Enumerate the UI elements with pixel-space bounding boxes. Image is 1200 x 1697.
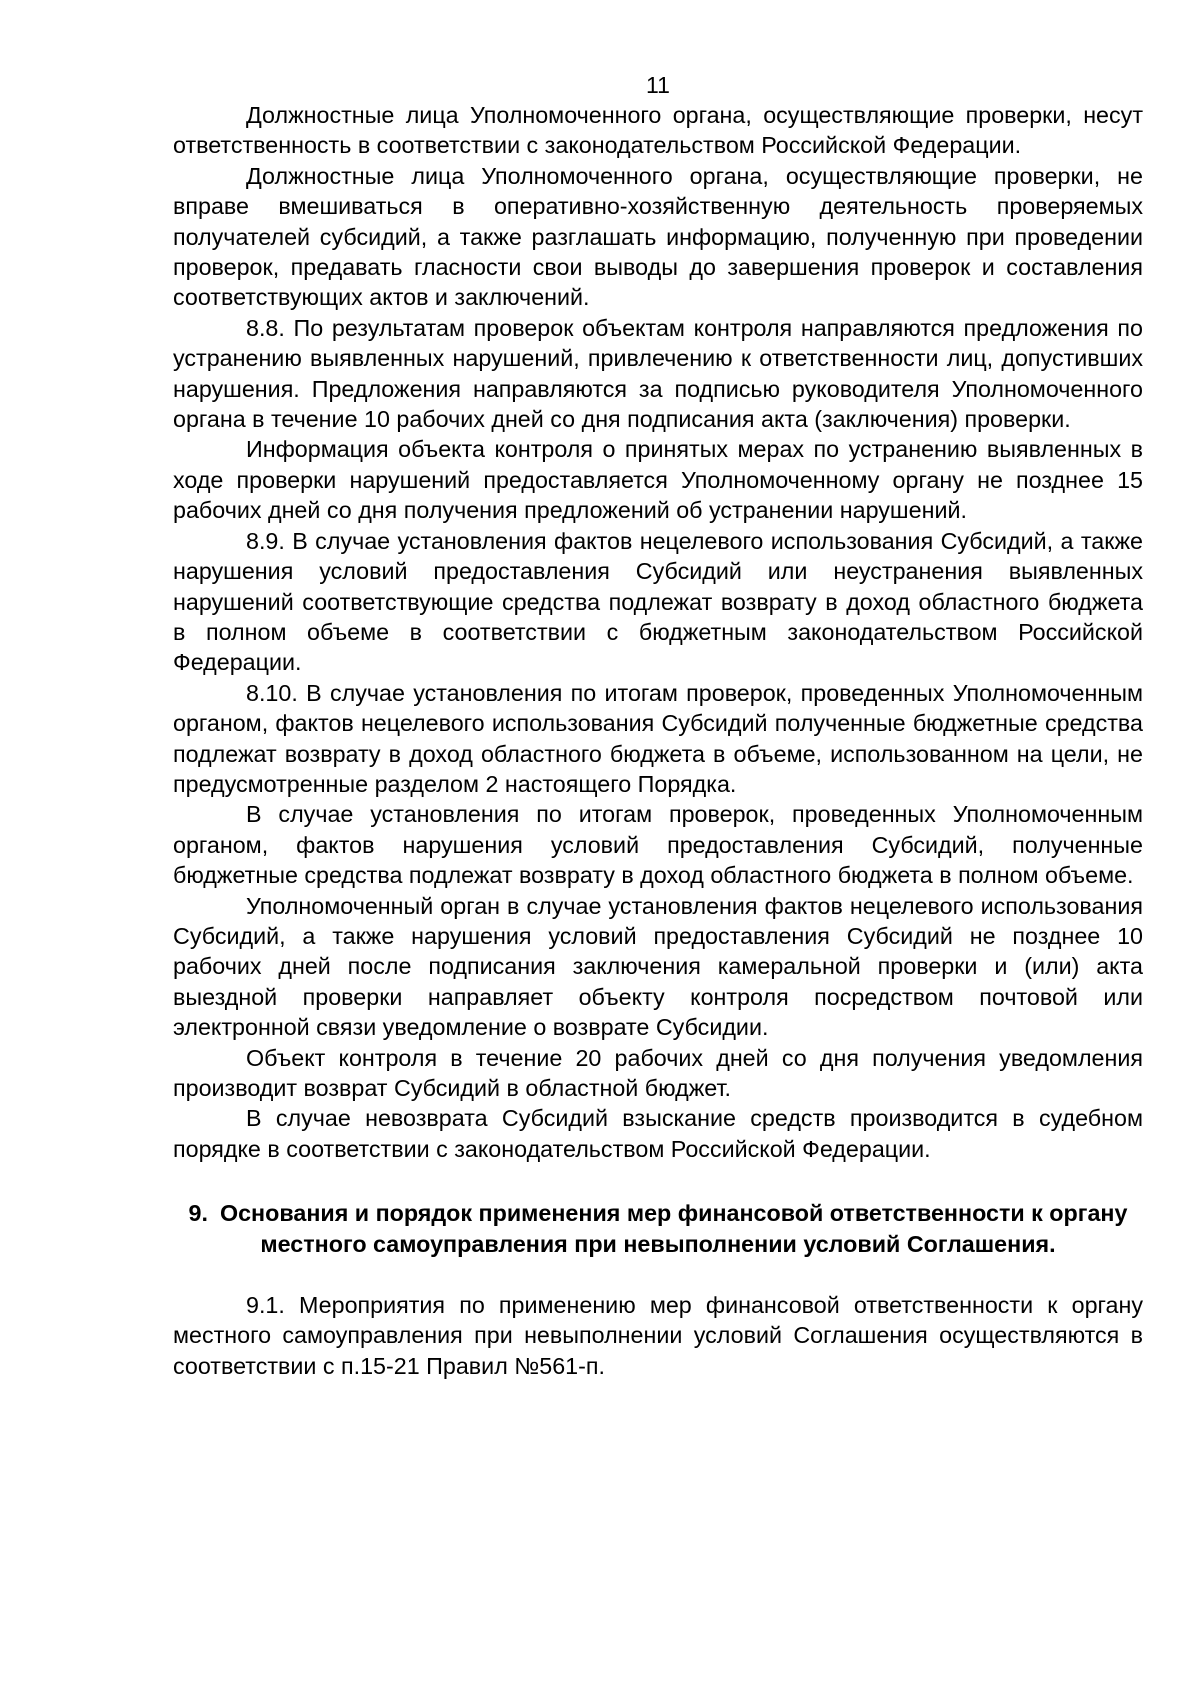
paragraph-8-8: 8.8. По результатам проверок объектам контроля направляются предложения по устранению выявленных нарушений, привлечению к ответственности лиц, допустивших нарушения. Предложения направляются за подписью руководителя Уполномоченного органа в течение 10 рабочих дней со дня подписания акта (заключения) проверки. xyxy=(173,314,1143,433)
paragraph-9-1: 9.1. Мероприятия по применению мер финансовой ответственности к органу местного самоуправления при невыполнении условий Соглашения осуществляются в соответствии с п.15-21 Правил №561-п. xyxy=(173,1292,1143,1379)
paragraph-officials-responsibility: Должностные лица Уполномоченного органа, осуществляющие проверки, несут ответственность в соответствии с законодательством Российской Федерации. xyxy=(173,102,1143,159)
section-spacer xyxy=(173,1259,1143,1290)
section-9-number: 9. xyxy=(188,1200,208,1227)
section-9-heading xyxy=(173,1164,1143,1259)
paragraph-court-recovery: В случае невозврата Субсидий взыскание средств производится в судебном порядке в соответствии с законодательством Российской Федерации. xyxy=(173,1105,1143,1162)
section-9-title: Основания и порядок применения мер финансовой ответственности к органу местного самоуправления при невыполнении условий Соглашения. xyxy=(219,1200,1128,1257)
paragraph-authority-notification: Уполномоченный орган в случае установления фактов нецелевого использования Субсидий, а также нарушения условий предоставления Субсидий не позднее 10 рабочих дней после подписания заключения камеральной проверки и (или) акта выездной проверки направляет объекту контроля посредством почтовой или электронной связи уведомление о возврате Субсидии. xyxy=(173,892,1143,1041)
paragraph-officials-restrictions: Должностные лица Уполномоченного органа, осуществляющие проверки, не вправе вмешиваться в оперативно-хозяйственную деятельность проверяемых получателей субсидий, а также разглашать информацию, полученную при проведении проверок, предавать гласности свои выводы до завершения проверок и составления соответствующих актов и заключений. xyxy=(173,162,1143,311)
paragraph-violation-return: В случае установления по итогам проверок, проведенных Уполномоченным органом, фактов нарушения условий предоставления Субсидий, полученные бюджетные средства подлежат возврату в доход областного бюджета в полном объеме. xyxy=(173,801,1143,889)
page-number: 11 xyxy=(646,72,670,98)
paragraph-return-deadline: Объект контроля в течение 20 рабочих дней со дня получения уведомления производит возврат Субсидий в областной бюджет. xyxy=(173,1044,1143,1101)
paragraph-8-10: 8.10. В случае установления по итогам проверок, проведенных Уполномоченным органом, фактов нецелевого использования Субсидий полученные бюджетные средства подлежат возврату в доход областного бюджета в объеме, использованном на цели, не предусмотренные разделом 2 настоящего Порядка. xyxy=(173,679,1143,797)
document-page xyxy=(173,70,1143,1381)
paragraph-control-object-info: Информация объекта контроля о принятых мерах по устранению выявленных в ходе проверки нарушений предоставляется Уполномоченному органу не позднее 15 рабочих дней со дня получения предложений об устранении нарушений. xyxy=(173,436,1143,524)
paragraph-8-9: 8.9. В случае установления фактов нецелевого использования Субсидий, а также нарушения условий предоставления Субсидий или неустранения выявленных нарушений соответствующие средства подлежат возврату в доход областного бюджета в полном объеме в соответствии с бюджетным законодательством Российской Федерации. xyxy=(173,527,1143,676)
